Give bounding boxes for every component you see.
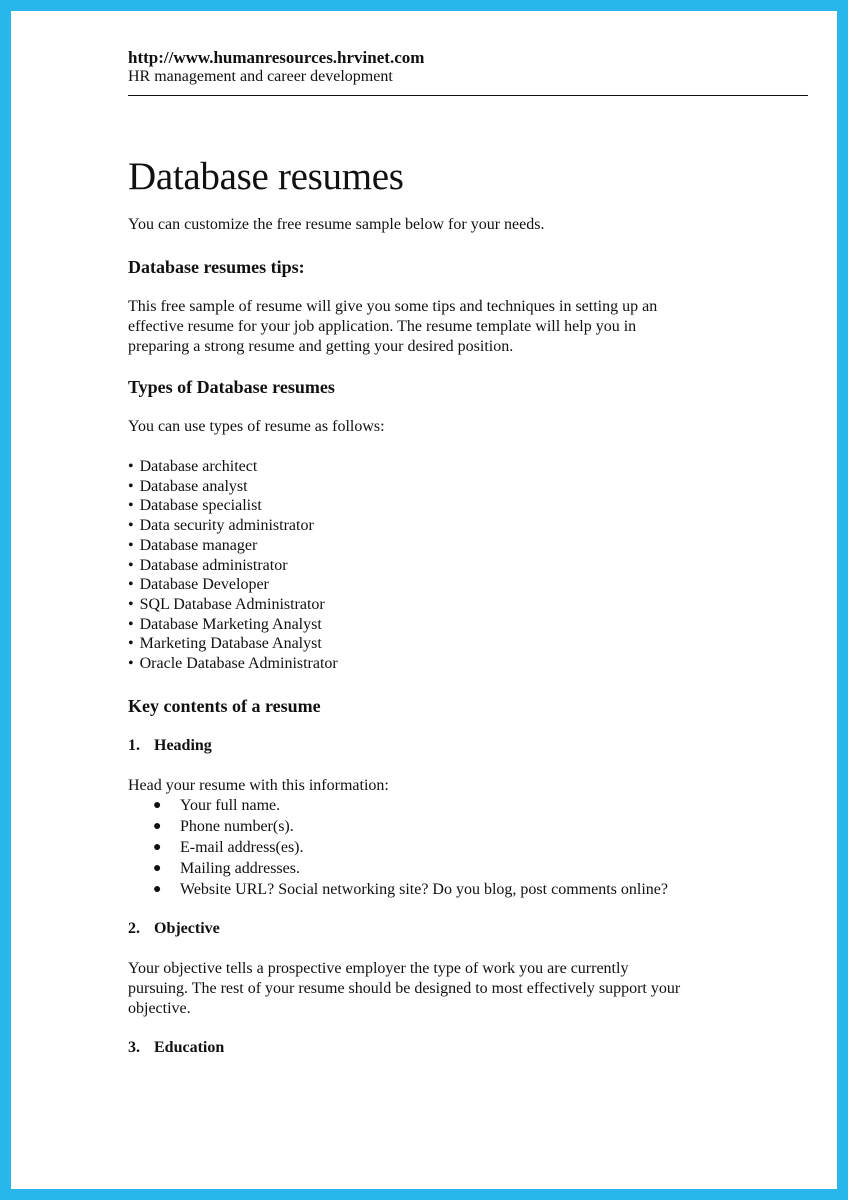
heading-info-list bbox=[128, 795, 668, 900]
bullet-icon: ● bbox=[153, 840, 162, 855]
objective-paragraph bbox=[128, 959, 680, 1019]
bullet-icon: ● bbox=[153, 861, 162, 876]
list-item: • Oracle Database Administrator bbox=[128, 655, 338, 673]
bullet-icon: ● bbox=[153, 798, 162, 813]
intro-text: You can customize the free resume sample below for your needs. bbox=[128, 216, 545, 233]
list-item: • Database Marketing Analyst bbox=[128, 615, 322, 633]
bullet-icon: • bbox=[128, 517, 134, 535]
bullet-icon: • bbox=[128, 595, 134, 613]
resume-types-list bbox=[128, 457, 338, 674]
types-intro: You can use types of resume as follows: bbox=[128, 418, 385, 435]
bullet-icon: ● bbox=[153, 819, 162, 834]
bullet-icon: • bbox=[128, 655, 134, 673]
list-item: ● Website URL? Social networking site? Do you blog, post comments online? bbox=[153, 881, 668, 898]
list-item: • Database architect bbox=[128, 458, 258, 475]
objective-line: objective. bbox=[128, 1000, 191, 1017]
list-item: ● Phone number(s). bbox=[153, 818, 294, 835]
page-title: Database resumes bbox=[128, 155, 404, 198]
list-item: • Database manager bbox=[128, 536, 258, 554]
bullet-icon: • bbox=[128, 556, 134, 574]
list-item: ● Your full name. bbox=[153, 797, 281, 814]
list-item: ● Mailing addresses. bbox=[153, 860, 300, 877]
section-heading-3 bbox=[128, 1038, 224, 1058]
tips-line: This free sample of resume will give you some tips and techniques in setting up an bbox=[128, 298, 658, 315]
site-url[interactable]: http://www.humanresources.hrvinet.com bbox=[128, 48, 425, 67]
types-heading: Types of Database resumes bbox=[128, 377, 335, 397]
key-contents-heading: Key contents of a resume bbox=[128, 696, 321, 716]
bullet-icon: • bbox=[128, 458, 134, 475]
site-subtitle: HR management and career development bbox=[128, 68, 393, 85]
list-item: • Data security administrator bbox=[128, 517, 314, 535]
section-label: Education bbox=[154, 1039, 225, 1056]
section-number: 1. bbox=[128, 737, 140, 754]
tips-line: effective resume for your job application. The resume template will help you in bbox=[128, 318, 637, 335]
list-item: • SQL Database Administrator bbox=[128, 595, 325, 613]
section-number: 3. bbox=[128, 1039, 140, 1056]
heading-intro: Head your resume with this information: bbox=[128, 777, 389, 794]
list-item: • Marketing Database Analyst bbox=[128, 635, 322, 653]
section-label: Objective bbox=[154, 920, 220, 937]
list-item: • Database analyst bbox=[128, 477, 248, 495]
tips-paragraph bbox=[128, 297, 657, 357]
bullet-icon: • bbox=[128, 536, 134, 554]
bullet-icon: • bbox=[128, 576, 134, 594]
list-item: • Database Developer bbox=[128, 576, 269, 594]
bullet-icon: • bbox=[128, 497, 134, 515]
header-divider bbox=[128, 95, 808, 96]
bullet-icon: • bbox=[128, 477, 134, 495]
bullet-icon: • bbox=[128, 615, 134, 633]
section-heading-2 bbox=[128, 919, 220, 939]
list-item: • Database specialist bbox=[128, 497, 262, 515]
site-header bbox=[128, 48, 818, 86]
list-item: • Database administrator bbox=[128, 556, 288, 574]
section-number: 2. bbox=[128, 920, 140, 937]
objective-line: Your objective tells a prospective employer the type of work you are currently bbox=[128, 960, 629, 977]
tips-heading: Database resumes tips: bbox=[128, 257, 305, 277]
document-page bbox=[128, 48, 818, 1056]
objective-line: pursuing. The rest of your resume should be designed to most effectively support your bbox=[128, 980, 681, 997]
bullet-icon: • bbox=[128, 635, 134, 653]
list-item: ● E-mail address(es). bbox=[153, 839, 304, 856]
bullet-icon: ● bbox=[153, 882, 162, 897]
section-label: Heading bbox=[154, 737, 212, 754]
section-heading-1 bbox=[128, 736, 212, 756]
tips-line: preparing a strong resume and getting your desired position. bbox=[128, 338, 514, 355]
